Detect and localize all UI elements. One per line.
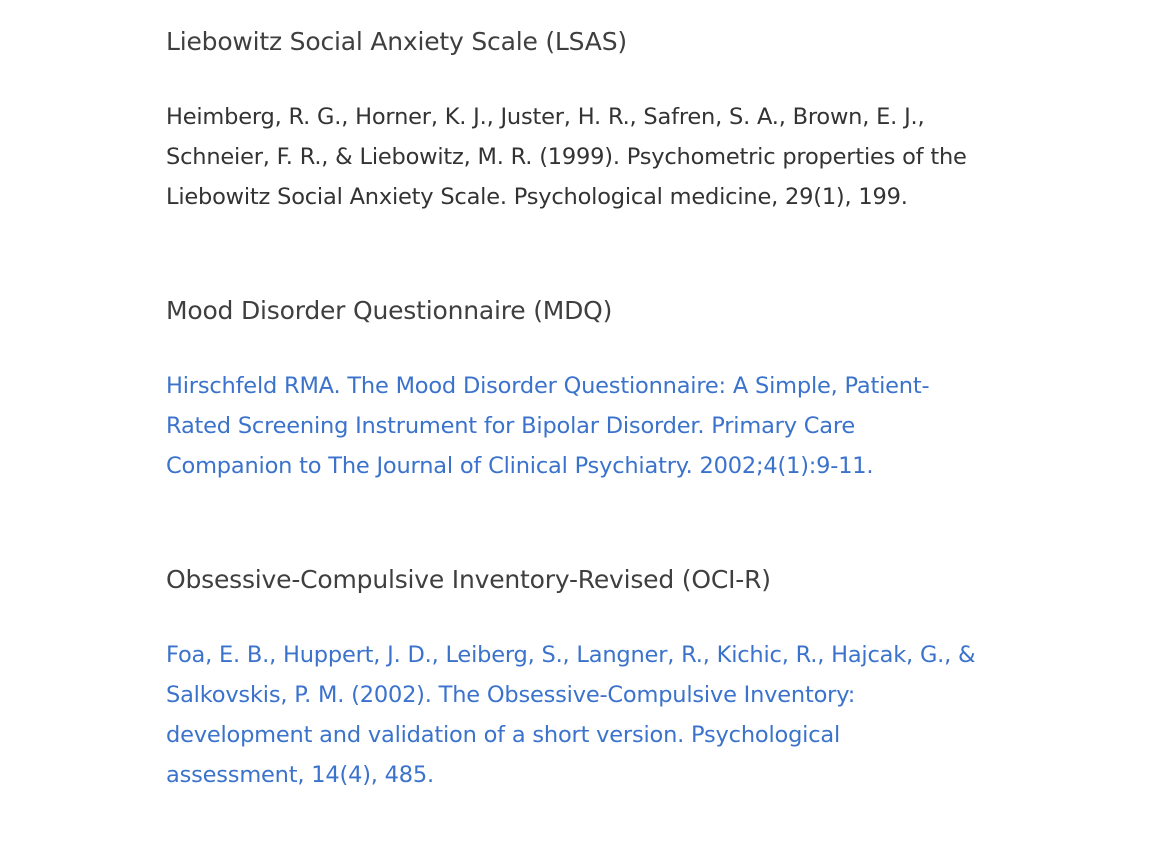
citation-line: assessment, 14(4), 485. [166, 762, 434, 788]
citation-link-mdq[interactable] [166, 366, 929, 486]
section-title-oci-r: Obsessive-Compulsive Inventory-Revised (OCI-R) [166, 565, 771, 594]
section-title-mdq: Mood Disorder Questionnaire (MDQ) [166, 296, 613, 325]
section-title-lsas: Liebowitz Social Anxiety Scale (LSAS) [166, 27, 627, 56]
citation-line: Rated Screening Instrument for Bipolar Disorder. Primary Care [166, 413, 856, 439]
citation-link-oci-r[interactable] [166, 635, 975, 795]
citation-line: Companion to The Journal of Clinical Psychiatry. 2002;4(1):9-11. [166, 453, 874, 479]
citation-line: Salkovskis, P. M. (2002). The Obsessive-Compulsive Inventory: [166, 682, 856, 708]
citation-line: Hirschfeld RMA. The Mood Disorder Questionnaire: A Simple, Patient- [166, 373, 930, 399]
citation-line: Heimberg, R. G., Horner, K. J., Juster, H. R., Safren, S. A., Brown, E. J., [166, 104, 925, 130]
citation-line: Liebowitz Social Anxiety Scale. Psychological medicine, 29(1), 199. [166, 184, 908, 210]
citation-line: Foa, E. B., Huppert, J. D., Leiberg, S., Langner, R., Kichic, R., Hajcak, G., & [166, 642, 976, 668]
citation-lsas [166, 97, 967, 217]
citation-line: development and validation of a short version. Psychological [166, 722, 841, 748]
citation-line: Schneier, F. R., & Liebowitz, M. R. (1999). Psychometric properties of the [166, 144, 967, 170]
